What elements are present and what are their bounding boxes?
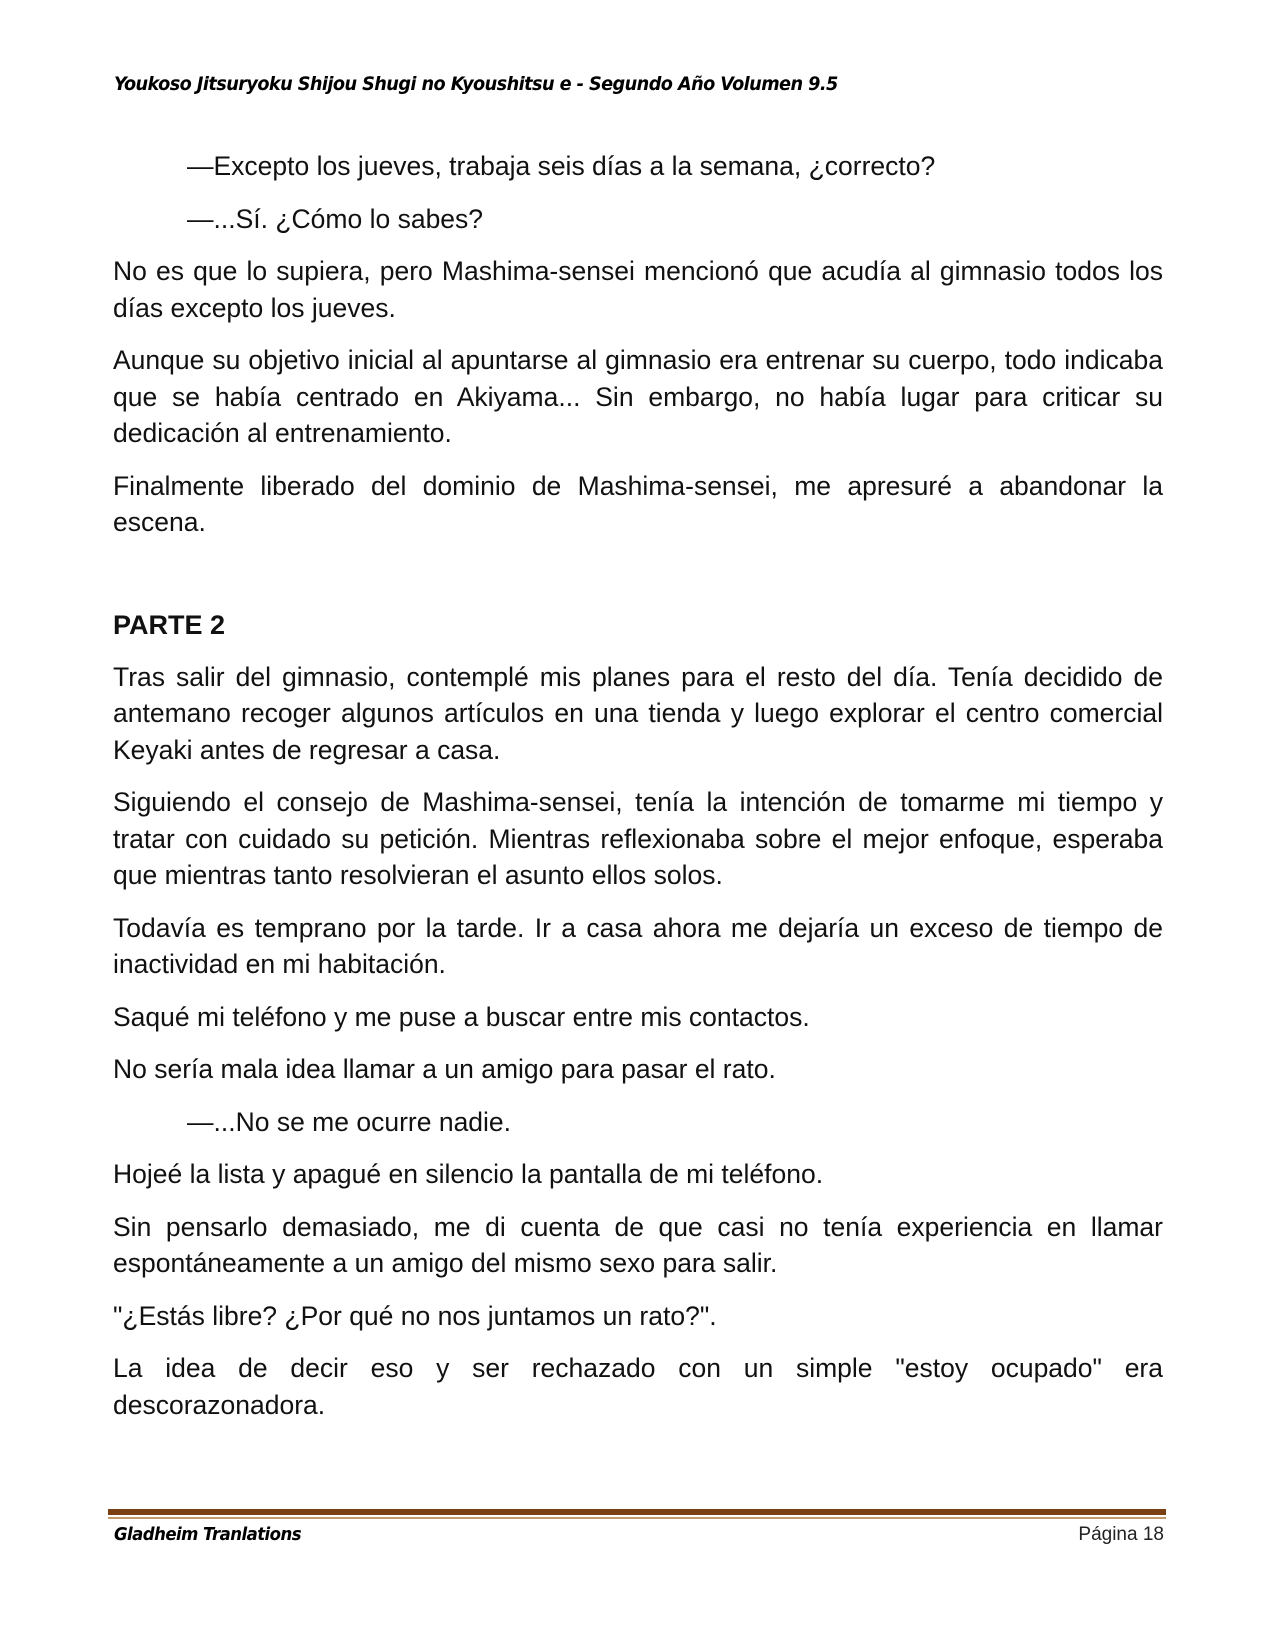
paragraph: Hojeé la lista y apagué en silencio la pantalla de mi teléfono. [113,1159,824,1189]
paragraph: La idea de decir eso y ser rechazado con un simple "estoy ocupado" era descorazonadora. [113,1353,1163,1420]
page-body [113,148,1163,1439]
running-header: Youkoso Jitsuryoku Shijou Shugi no Kyoushitsu e - Segundo Año Volumen 9.5 [114,73,838,95]
paragraph: Sin pensarlo demasiado, me di cuenta de que casi no tenía experiencia en llamar espontáneamente a un amigo del mismo sexo para salir. [113,1211,1163,1278]
page-number [1078,1524,1164,1546]
dialogue-line: —...No se me ocurre nadie. [187,1106,512,1137]
paragraph: "¿Estás libre? ¿Por qué no nos juntamos un rato?". [113,1300,717,1331]
paragraph: No sería mala idea llamar a un amigo para pasar el rato. [113,1054,776,1084]
dialogue-line: —Excepto los jueves, trabaja seis días a la semana, ¿correcto? [187,151,936,181]
section-heading: PARTE 2 [113,609,226,640]
paragraph: Todavía es temprano por la tarde. Ir a casa ahora me dejaría un exceso de tiempo de inactividad en mi habitación. [113,912,1163,979]
footer-rule [108,1509,1166,1515]
footer-publisher: Gladheim Tranlations [114,1524,302,1545]
page-label: Página [1078,1524,1138,1545]
paragraph: Aunque su objetivo inicial al apuntarse al gimnasio era entrenar su cuerpo, todo indicaba que se había centrado en Akiyama... Sin embargo, no había lugar para criticar su dedicación al entrenamiento. [113,345,1163,448]
paragraph: Finalmente liberado del dominio de Mashima-sensei, me apresuré a abandonar la escena. [113,470,1163,537]
page-number-value: 18 [1142,1524,1164,1545]
paragraph: No es que lo supiera, pero Mashima-sensei mencionó que acudía al gimnasio todos los días excepto los jueves. [113,256,1163,323]
footer-rule-accent [108,1517,1166,1519]
paragraph: Tras salir del gimnasio, contemplé mis planes para el resto del día. Tenía decidido de antemano recoger algunos artículos en una tienda y luego explorar el centro comercial Keyaki antes de regresar a casa. [113,661,1163,765]
dialogue-line: —...Sí. ¿Cómo lo sabes? [187,203,484,234]
paragraph: Saqué mi teléfono y me puse a buscar entre mis contactos. [113,1001,810,1032]
paragraph: Siguiendo el consejo de Mashima-sensei, tenía la intención de tomarme mi tiempo y tratar con cuidado su petición. Mientras reflexionaba sobre el mejor enfoque, esperaba que mientras tanto resolvieran el asunto ellos solos. [113,787,1163,890]
